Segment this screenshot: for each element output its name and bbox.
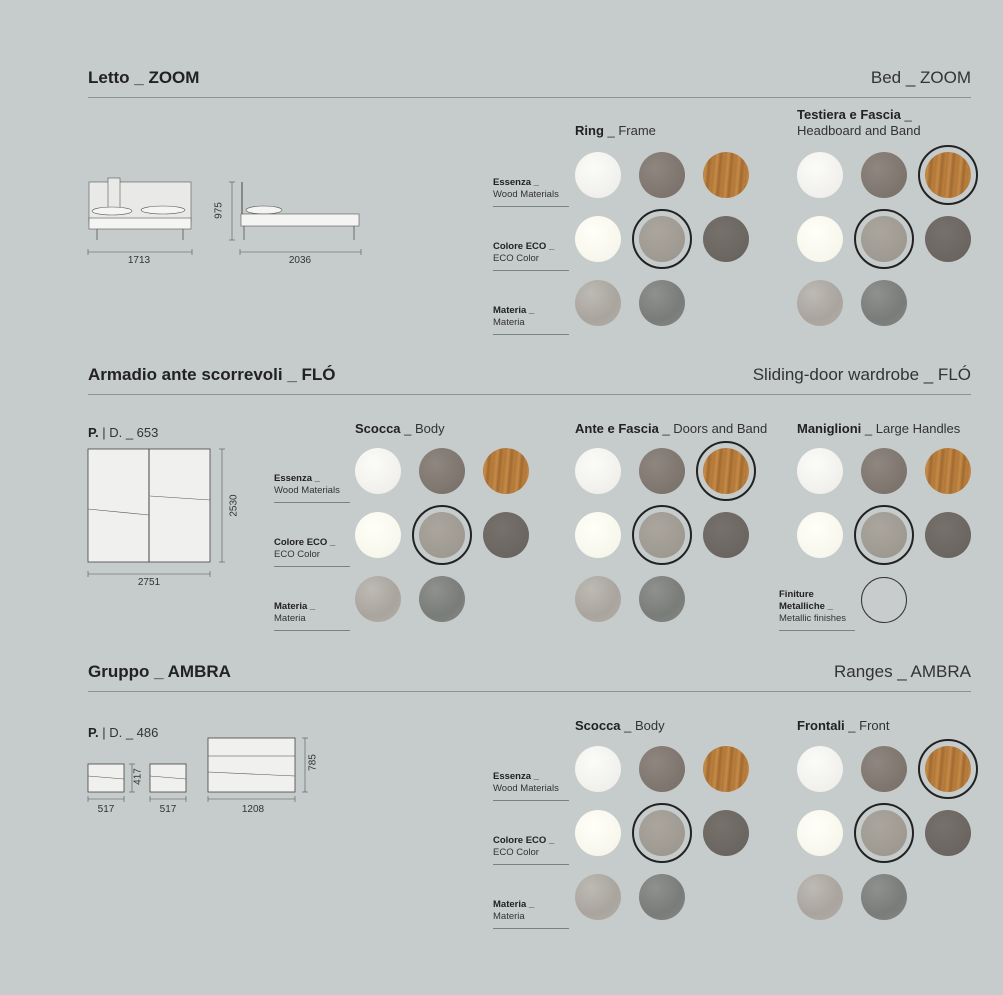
ambra-colore-label [493, 835, 569, 865]
bed-length-dimension: 2036 [288, 255, 312, 266]
ring-swatch-taupe-selected[interactable] [639, 216, 685, 262]
ring-swatch-cream[interactable] [575, 216, 621, 262]
ambra-scocca-swatch-dark-grey[interactable] [703, 810, 749, 856]
ambra-section-title: Gruppo _ AMBRA [88, 662, 231, 681]
finiture-it1: Finiture [779, 589, 814, 600]
ambra-colore-en: ECO Color [493, 847, 539, 858]
ambra-scocca-swatch-slate[interactable] [639, 874, 685, 920]
maniglioni-title-rest: _ Large Handles [861, 421, 961, 436]
ambra-divider [88, 691, 971, 692]
finiture-en: Metallic finishes [779, 613, 847, 624]
ambra-materia-it: Materia _ [493, 899, 535, 910]
finiture-metalliche-label [779, 589, 855, 631]
maniglioni-title-bold: Maniglioni [797, 421, 862, 436]
testiera-swatch-taupe-selected[interactable] [861, 216, 907, 262]
ring-swatch-stone[interactable] [575, 280, 621, 326]
ring-title-bold: Ring [575, 123, 604, 138]
ambra-scocca-swatch-taupe-selected[interactable] [639, 810, 685, 856]
ambra-drawings [86, 736, 326, 806]
wardrobe-section-title-en: Sliding-door wardrobe _ FLÓ [752, 365, 971, 384]
ring-swatch-oak[interactable] [703, 152, 749, 198]
wardrobe-divider [88, 394, 971, 395]
ante-swatch-dark-grey[interactable] [703, 512, 749, 558]
wardrobe-essenza-en: Wood Materials [274, 485, 340, 496]
ante-title-rest: _ Doors and Band [658, 421, 768, 436]
ambra-scocca-bold: Scocca [575, 718, 621, 733]
wardrobe-scocca-swatch-oak[interactable] [483, 448, 529, 494]
wardrobe-scocca-swatch-dark-grey[interactable] [483, 512, 529, 558]
wardrobe-scocca-swatch-white[interactable] [355, 448, 401, 494]
frontali-swatch-cream[interactable] [797, 810, 843, 856]
bed-colore-label [493, 241, 569, 271]
wardrobe-scocca-swatch-stone[interactable] [355, 576, 401, 622]
frontali-swatch-grey-wood[interactable] [861, 746, 907, 792]
bed-essenza-en: Wood Materials [493, 189, 559, 200]
bed-essenza-it: Essenza _ [493, 177, 539, 188]
frontali-swatch-oak-selected[interactable] [925, 746, 971, 792]
ambra-scocca-column-title [575, 718, 665, 733]
testiera-swatch-oak-selected[interactable] [925, 152, 971, 198]
ambra-essenza-label [493, 771, 569, 801]
bed-colore-it: Colore ECO _ [493, 241, 555, 252]
frontali-swatch-dark-grey[interactable] [925, 810, 971, 856]
wardrobe-scocca-column-title [355, 421, 445, 436]
ring-title-rest: _ Frame [603, 123, 656, 138]
ante-swatch-white[interactable] [575, 448, 621, 494]
wardrobe-scocca-rest: _ Body [400, 421, 445, 436]
wardrobe-scocca-swatch-cream[interactable] [355, 512, 401, 558]
ambra-scocca-swatch-grey-wood[interactable] [639, 746, 685, 792]
bed-width-dimension: 1713 [127, 255, 151, 266]
testiera-title-bold: Testiera e Fascia [797, 107, 901, 122]
ambra-depth-value: | D. _ 486 [98, 725, 159, 740]
ring-column-title [575, 123, 656, 138]
wardrobe-scocca-swatch-taupe-selected[interactable] [419, 512, 465, 558]
ante-swatch-cream[interactable] [575, 512, 621, 558]
ring-swatch-slate[interactable] [639, 280, 685, 326]
maniglioni-swatch-cream[interactable] [797, 512, 843, 558]
wardrobe-width-dimension: 2751 [137, 577, 161, 588]
ring-swatch-white[interactable] [575, 152, 621, 198]
ante-column-title [575, 421, 767, 436]
ante-swatch-stone[interactable] [575, 576, 621, 622]
ambra-depth-prefix: P. [88, 725, 99, 740]
ambra-materia-en: Materia [493, 911, 525, 922]
wardrobe-height-dimension: 2530 [228, 494, 240, 517]
ambra-essenza-en: Wood Materials [493, 783, 559, 794]
bed-divider [88, 97, 971, 98]
bed-essenza-label [493, 177, 569, 207]
ambra-small1-width-dimension: 517 [97, 804, 115, 815]
testiera-title-rest: _ [900, 107, 912, 122]
ambra-small-height-dimension: 417 [132, 768, 144, 785]
ante-swatch-taupe-selected[interactable] [639, 512, 685, 558]
wardrobe-colore-it: Colore ECO _ [274, 537, 336, 548]
frontali-title-bold: Frontali [797, 718, 845, 733]
ante-swatch-oak-selected[interactable] [703, 448, 749, 494]
wardrobe-scocca-bold: Scocca [355, 421, 401, 436]
bed-section-title-en: Bed _ ZOOM [870, 68, 971, 87]
testiera-swatch-white[interactable] [797, 152, 843, 198]
ring-swatch-dark-grey[interactable] [703, 216, 749, 262]
wardrobe-materia-label [274, 601, 350, 631]
testiera-swatch-dark-grey[interactable] [925, 216, 971, 262]
ambra-scocca-swatch-white[interactable] [575, 746, 621, 792]
frontali-swatch-stone[interactable] [797, 874, 843, 920]
bed-materia-en: Materia [493, 317, 525, 328]
wardrobe-drawing [86, 448, 246, 583]
ambra-scocca-swatch-stone[interactable] [575, 874, 621, 920]
bed-materia-label [493, 305, 569, 335]
wardrobe-materia-it: Materia _ [274, 601, 316, 612]
wardrobe-scocca-swatch-slate[interactable] [419, 576, 465, 622]
testiera-swatch-cream[interactable] [797, 216, 843, 262]
maniglioni-swatch-oak[interactable] [925, 448, 971, 494]
bed-materia-it: Materia _ [493, 305, 535, 316]
ambra-scocca-swatch-oak[interactable] [703, 746, 749, 792]
frontali-title-rest: _ Front [844, 718, 890, 733]
ambra-essenza-it: Essenza _ [493, 771, 539, 782]
ambra-large-width-dimension: 1208 [241, 804, 265, 815]
maniglioni-swatch-white[interactable] [797, 448, 843, 494]
ante-title-bold: Ante e Fascia [575, 421, 659, 436]
ambra-section-title-en: Ranges _ AMBRA [833, 662, 971, 681]
bed-section-title: Letto _ ZOOM [88, 68, 200, 87]
ambra-large-height-dimension: 785 [307, 754, 319, 771]
ambra-scocca-rest: _ Body [620, 718, 665, 733]
ante-swatch-slate[interactable] [639, 576, 685, 622]
frontali-swatch-white[interactable] [797, 746, 843, 792]
ante-swatch-grey-wood[interactable] [639, 448, 685, 494]
ambra-colore-it: Colore ECO _ [493, 835, 555, 846]
frontali-swatch-slate[interactable] [861, 874, 907, 920]
wardrobe-colore-label [274, 537, 350, 567]
testiera-swatch-stone[interactable] [797, 280, 843, 326]
maniglioni-swatch-taupe-selected[interactable] [861, 512, 907, 558]
maniglioni-swatch-grey-wood[interactable] [861, 448, 907, 494]
bed-height-dimension: 975 [213, 202, 225, 219]
testiera-column-title [797, 107, 912, 122]
testiera-column-subtitle: Headboard and Band [797, 123, 921, 138]
wardrobe-depth-prefix: P. [88, 425, 99, 440]
ambra-small2-width-dimension: 517 [159, 804, 177, 815]
wardrobe-scocca-swatch-grey-wood[interactable] [419, 448, 465, 494]
wardrobe-materia-en: Materia [274, 613, 306, 624]
wardrobe-essenza-it: Essenza _ [274, 473, 320, 484]
testiera-swatch-slate[interactable] [861, 280, 907, 326]
wardrobe-section-title: Armadio ante scorrevoli _ FLÓ [88, 365, 336, 384]
maniglioni-swatch-metal[interactable] [861, 577, 907, 623]
ambra-scocca-swatch-cream[interactable] [575, 810, 621, 856]
finiture-it2: Metalliche _ [779, 601, 833, 612]
ambra-materia-label [493, 899, 569, 929]
frontali-column-title [797, 718, 889, 733]
ring-swatch-grey-wood[interactable] [639, 152, 685, 198]
wardrobe-depth-label [88, 425, 158, 440]
wardrobe-colore-en: ECO Color [274, 549, 320, 560]
bed-colore-en: ECO Color [493, 253, 539, 264]
maniglioni-column-title [797, 421, 960, 436]
testiera-swatch-grey-wood[interactable] [861, 152, 907, 198]
wardrobe-depth-value: | D. _ 653 [98, 425, 159, 440]
maniglioni-swatch-dark-grey[interactable] [925, 512, 971, 558]
frontali-swatch-taupe-selected[interactable] [861, 810, 907, 856]
wardrobe-essenza-label [274, 473, 350, 503]
